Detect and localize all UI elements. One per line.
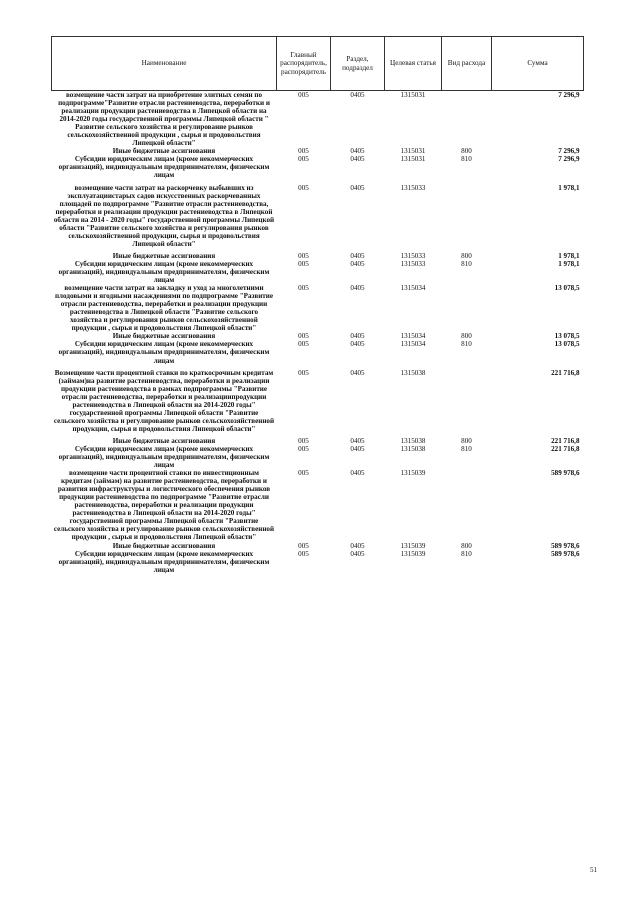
row-manager: 005	[298, 251, 309, 260]
table-row	[52, 252, 584, 260]
row-section: 0405	[350, 332, 365, 341]
row-manager: 005	[298, 549, 309, 558]
row-sum: 13 078,5	[554, 340, 580, 349]
row-manager: 005	[298, 147, 309, 156]
row-sum: 7 296,9	[558, 147, 580, 156]
row-section: 0405	[350, 155, 365, 164]
header-expense-type: Вид расхода	[442, 37, 492, 91]
row-expense: 810	[461, 340, 472, 349]
row-manager: 005	[298, 541, 309, 550]
row-manager: 005	[298, 284, 309, 293]
row-manager: 005	[298, 368, 309, 377]
row-name: возмещение части процентной ставки по инвестиционным кредитам (займам) на развитие растениеводства, переработки и развития инфраструктуры и логистического обеспечения рынков продукции растениеводства по подпрограмме "Развитие отрасли растениеводства, переработки и реализации продукции растениеводства в Липецкой области на 2014-2020 годы" государственной программы Липецкой области "Развитие сельского хозяйства и регулирование рынков сельскохозяйственной продукции , сырья и продовольствия Липецкой области"	[53, 469, 275, 542]
row-target: 1315038	[400, 436, 426, 445]
row-target: 1315034	[400, 332, 426, 341]
row-target: 1315039	[400, 469, 426, 478]
row-expense	[442, 284, 492, 332]
row-section: 0405	[350, 259, 365, 268]
table-row	[52, 369, 584, 433]
row-manager: 005	[298, 444, 309, 453]
row-sum: 1 978,1	[558, 251, 580, 260]
row-manager: 005	[298, 340, 309, 349]
row-expense: 800	[461, 147, 472, 156]
row-target: 1315039	[400, 541, 426, 550]
row-target: 1315031	[400, 91, 426, 99]
row-target: 1315033	[400, 259, 426, 268]
row-sum: 13 078,5	[554, 284, 580, 293]
table-header-row	[52, 37, 584, 91]
row-expense: 810	[461, 259, 472, 268]
row-section: 0405	[350, 340, 365, 349]
row-expense: 800	[461, 541, 472, 550]
table-row	[52, 155, 584, 179]
row-section: 0405	[350, 251, 365, 260]
row-name: Субсидии юридическим лицам (кроме некоммерческих организаций), индивидуальным предпринимателям, физическим лицам	[58, 549, 270, 574]
row-sum: 221 716,8	[551, 368, 580, 377]
row-manager: 005	[298, 259, 309, 268]
row-expense: 800	[461, 251, 472, 260]
row-sum: 1 978,1	[558, 183, 580, 192]
table-row	[52, 184, 584, 248]
row-sum: 13 078,5	[554, 332, 580, 341]
row-name: Субсидии юридическим лицам (кроме некоммерческих организаций), индивидуальным предпринимателям, физическим лицам	[58, 259, 270, 285]
row-target: 1315034	[400, 284, 426, 293]
row-target: 1315033	[400, 251, 426, 260]
row-section: 0405	[350, 469, 365, 478]
row-target: 1315034	[400, 340, 426, 349]
row-section: 0405	[350, 147, 365, 156]
row-manager: 005	[298, 91, 309, 99]
row-expense	[442, 369, 492, 433]
row-target: 1315031	[400, 155, 426, 164]
row-name: возмещение части затрат на раскорчевку выбывших из эксплуатациистарых садов искусственных раскорчеванных площадей по подпрограмме "Развитие отрасли растениеводства, переработки и реализации продукции растениеводства в Липецкой области на 2014 - 2020 годы" государственной программы Липецкой области "Развитие сельского хозяйства и регулирования рынков сельскохозяйственной продукции, сырья и продовольствия Липецкой области"	[53, 183, 275, 248]
row-section: 0405	[350, 549, 365, 558]
row-target: 1315039	[400, 549, 426, 558]
row-expense	[442, 91, 492, 148]
row-name: Возмещение части процентной ставки по краткосрочным кредитам (займам)на развитие растениеводства, переработки и реализации продукции растениеводства в рамках подпрограммы "Развитие отрасли растениеводства, переработки и реализациипродукции растениеводства в Липецкой области на 2014-2020 годы" государственной программы Липецкой области "Развитие сельского хозяйства и регулирование рынков сельскохозяйственной продукции, сырья и продовольствия Липецкой области"	[53, 368, 275, 433]
row-expense: 810	[461, 549, 472, 558]
row-manager: 005	[298, 436, 309, 445]
budget-table-page	[51, 36, 583, 574]
row-sum: 7 296,9	[558, 155, 580, 164]
row-manager: 005	[298, 469, 309, 478]
row-name: Иные бюджетные ассигнования	[112, 332, 216, 341]
row-section: 0405	[350, 183, 365, 192]
header-name: Наименование	[52, 37, 277, 91]
row-section: 0405	[350, 368, 365, 377]
row-section: 0405	[350, 284, 365, 293]
row-name: Иные бюджетные ассигнования	[112, 436, 216, 445]
row-expense: 810	[461, 444, 472, 453]
row-expense	[442, 469, 492, 541]
row-target: 1315038	[400, 444, 426, 453]
table-row	[52, 469, 584, 541]
table-row	[52, 542, 584, 550]
page-number: 51	[590, 866, 597, 874]
row-sum: 589 978,6	[551, 469, 580, 478]
table-row	[52, 284, 584, 332]
row-section: 0405	[350, 541, 365, 550]
table-row	[52, 437, 584, 445]
row-name: Субсидии юридическим лицам (кроме некоммерческих организаций), индивидуальным предпринимателям, физическим лицам	[58, 340, 270, 365]
row-name: Субсидии юридическим лицам (кроме некоммерческих организаций), индивидуальным предпринимателям, физическим лицам	[58, 155, 270, 180]
row-section: 0405	[350, 444, 365, 453]
row-sum: 589 978,6	[551, 541, 580, 550]
header-manager: Главный распорядитель, распорядитель	[277, 37, 331, 91]
table-row	[52, 332, 584, 340]
row-target: 1315031	[400, 147, 426, 156]
row-name: возмещение части затрат на приобретение элитных семян по подпрограмме"Развитие отрасли растениеводства, переработки и реализации продукции растениеводства в Липецкой области на 2014-2020 годы государственной программы Липецкой области " Развитие сельского хозяйства и регулирование рынков сельскохозяйственной продукции , сырья и продовольствия Липецкой области"	[58, 91, 270, 148]
table-row	[52, 340, 584, 364]
table-row	[52, 91, 584, 148]
table-row	[52, 147, 584, 155]
row-section: 0405	[350, 436, 365, 445]
budget-table	[51, 36, 584, 574]
row-section: 0405	[350, 91, 365, 99]
row-name: Иные бюджетные ассигнования	[112, 251, 216, 260]
header-target: Целевая статья	[385, 37, 442, 91]
row-sum: 7 296,9	[558, 91, 580, 99]
row-name: возмещение части затрат на закладку и уход за многолетними плодовыми и ягодными насаждениями по подпрограмме "Развитие отрасли растениеводства, переработки и реализации продукции растениеводства в Липецкой области "Развитие сельского хозяйства и регулирования рынков сельскохозяйственной продукции , сырья и продовольствия Липецкой области"	[54, 284, 274, 333]
table-row	[52, 445, 584, 469]
row-manager: 005	[298, 155, 309, 164]
row-manager: 005	[298, 332, 309, 341]
row-name: Иные бюджетные ассигнования	[112, 147, 216, 156]
row-manager: 005	[298, 183, 309, 192]
row-expense: 800	[461, 436, 472, 445]
row-sum: 221 716,8	[551, 436, 580, 445]
header-sum: Сумма	[492, 37, 584, 91]
row-target: 1315038	[400, 368, 426, 377]
row-sum: 221 716,8	[551, 444, 580, 453]
row-name: Иные бюджетные ассигнования	[112, 541, 216, 550]
row-expense: 810	[461, 155, 472, 164]
table-row	[52, 260, 584, 284]
header-section: Раздел, подраздел	[331, 37, 385, 91]
row-expense: 800	[461, 332, 472, 341]
row-expense	[442, 184, 492, 248]
row-sum: 589 978,6	[551, 549, 580, 558]
row-sum: 1 978,1	[558, 259, 580, 268]
row-target: 1315033	[400, 183, 426, 192]
row-name: Субсидии юридическим лицам (кроме некоммерческих организаций), индивидуальным предпринимателям, физическим лицам	[58, 444, 270, 470]
table-row	[52, 550, 584, 574]
